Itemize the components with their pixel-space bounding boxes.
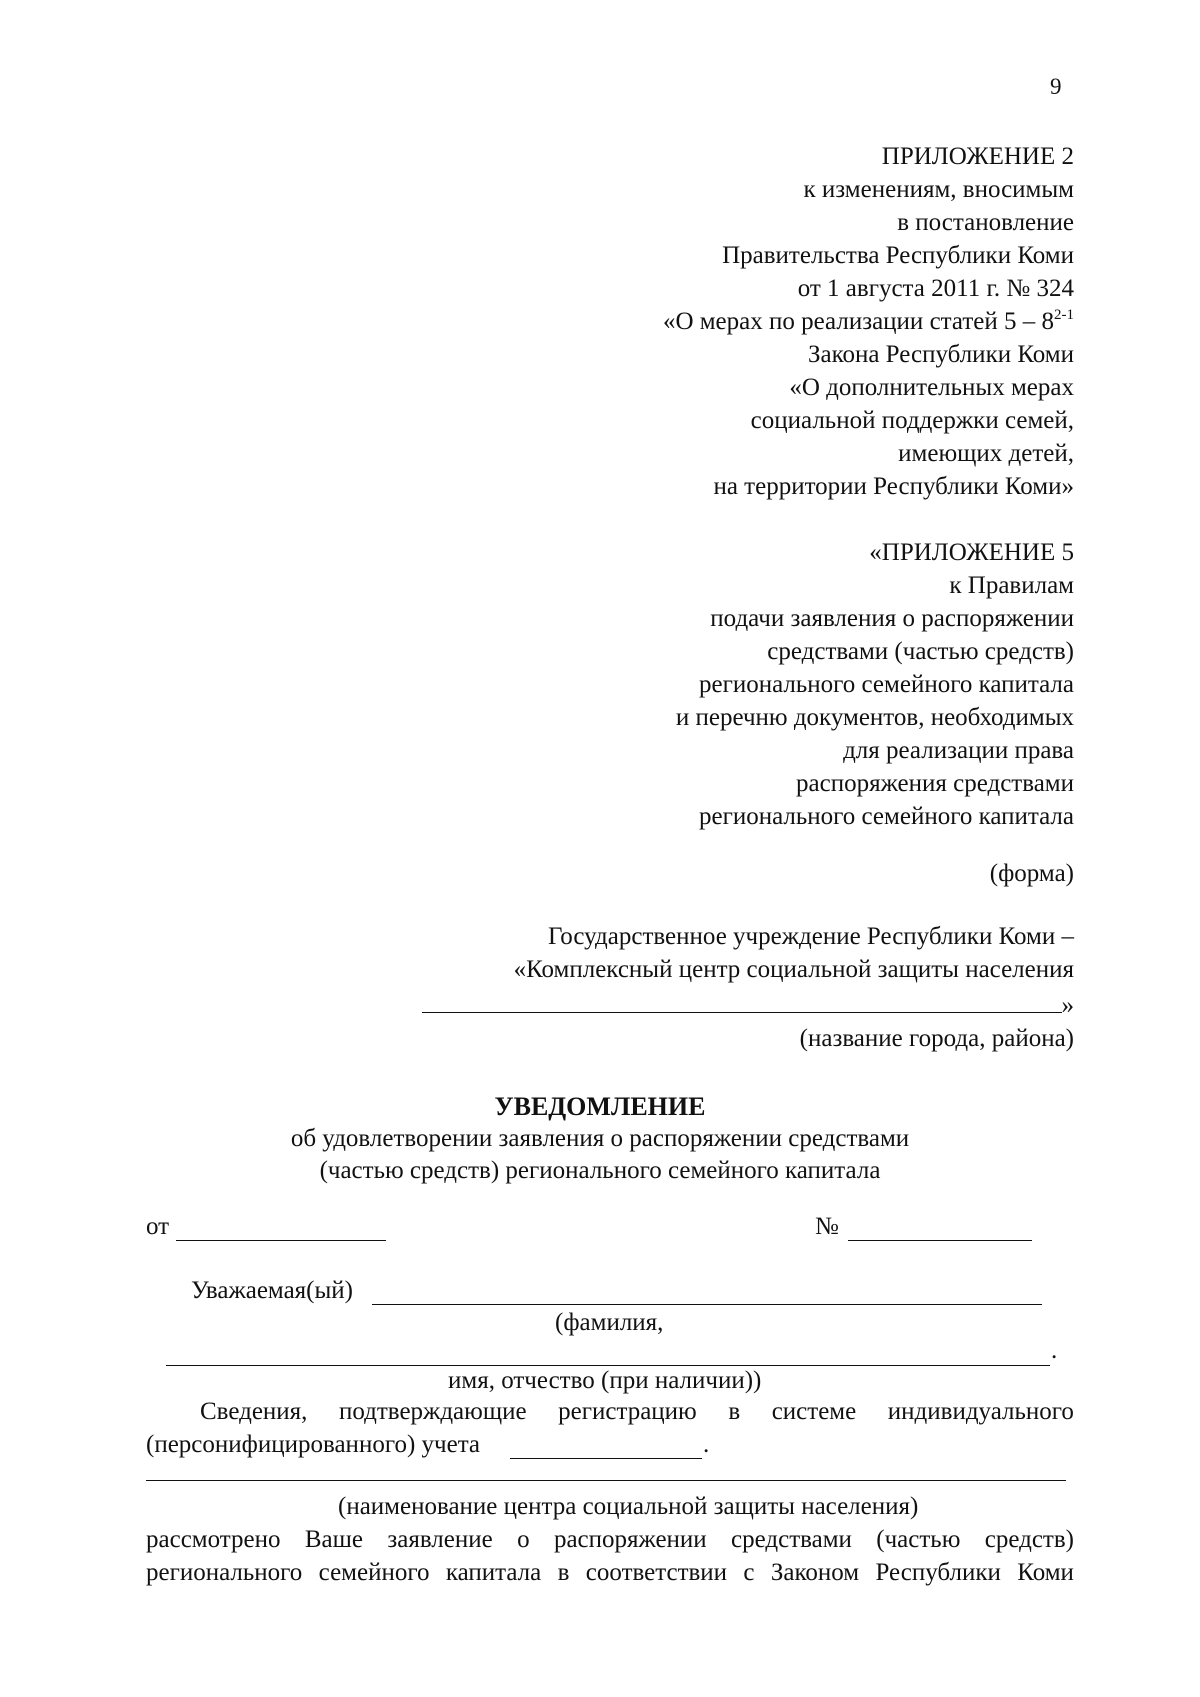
institution-line-2: «Комплексный центр социальной защиты населения — [513, 956, 1074, 983]
word: средств) — [984, 1526, 1074, 1553]
word: Ваше — [304, 1526, 363, 1553]
appendix-2-line: в постановление — [897, 209, 1074, 236]
appendix-5-line: «ПРИЛОЖЕНИЕ 5 — [869, 539, 1074, 566]
word: системе — [771, 1398, 857, 1425]
name-caption: имя, отчество (при наличии)) — [448, 1367, 762, 1394]
notice-subtitle-1: об удовлетворении заявления о распоряжении средствами — [290, 1125, 910, 1152]
surname-blank[interactable] — [372, 1278, 1042, 1305]
word: в — [728, 1398, 741, 1425]
name-period: . — [1051, 1337, 1058, 1364]
city-district-blank[interactable] — [422, 986, 1062, 1013]
form-label: (форма) — [989, 860, 1074, 887]
word: рассмотрено — [146, 1526, 281, 1553]
appendix-5-line: регионального семейного капитала — [698, 671, 1074, 698]
appendix-5-line: распоряжения средствами — [796, 770, 1074, 797]
word: о — [517, 1526, 530, 1553]
institution-block — [422, 920, 1075, 1055]
center-caption: (наименование центра социальной защиты населения) — [338, 1493, 919, 1520]
superscript: 2-1 — [1054, 307, 1074, 323]
appendix-5-line: к Правилам — [949, 572, 1074, 599]
word: подтверждающие — [339, 1398, 527, 1425]
notice-subtitle-2: (частью средств) регионального семейного капитала — [319, 1157, 881, 1184]
appendix-2-line-with-sup — [663, 305, 1074, 338]
appendix-2-line: к изменениям, вносимым — [803, 176, 1074, 203]
word: Сведения, — [200, 1398, 308, 1425]
word: капитала — [445, 1559, 542, 1586]
appendix-5-line: и перечню документов, необходимых — [675, 704, 1074, 731]
appendix-2-line: «О дополнительных мерах — [789, 374, 1074, 401]
institution-blank-row — [422, 986, 1075, 1022]
appendix-2-line: ПРИЛОЖЕНИЕ 2 — [881, 143, 1074, 170]
appendix-2-line: от 1 августа 2011 г. № 324 — [797, 275, 1074, 302]
appendix-2-line: на территории Республики Коми» — [713, 473, 1074, 500]
number-blank[interactable] — [848, 1214, 1032, 1241]
appendix-2-line: имеющих детей, — [898, 440, 1074, 467]
institution-line-1: Государственное учреждение Республики Коми – — [547, 923, 1074, 950]
registration-line-1 — [200, 1398, 1074, 1426]
appendix-5-line: регионального семейного капитала — [698, 803, 1074, 830]
appendix-2-line: социальной поддержки семей, — [750, 407, 1074, 434]
date-blank[interactable] — [176, 1214, 386, 1241]
word: Коми — [1017, 1559, 1074, 1586]
word: в — [557, 1559, 570, 1586]
name-blank[interactable] — [166, 1339, 1050, 1366]
word: средствами — [731, 1526, 852, 1553]
date-label: от — [146, 1213, 170, 1240]
appendix-2-header — [663, 140, 1074, 503]
word: с — [743, 1559, 755, 1586]
notice-title: УВЕДОМЛЕНИЕ — [494, 1092, 706, 1121]
appendix-2-line: Правительства Республики Коми — [722, 242, 1074, 269]
body-line-2 — [146, 1559, 1074, 1587]
word: регистрацию — [558, 1398, 697, 1425]
appendix-2-line: Закона Республики Коми — [807, 341, 1074, 368]
surname-caption: (фамилия, — [555, 1309, 664, 1336]
page-number: 9 — [1050, 74, 1062, 99]
appendix-5-line: подачи заявления о распоряжении — [710, 605, 1074, 632]
registration-line-2: (персонифицированного) учета — [146, 1431, 481, 1458]
word: распоряжении — [553, 1526, 707, 1553]
center-name-blank[interactable] — [146, 1454, 1066, 1481]
number-label: № — [815, 1213, 839, 1240]
appendix-5-line: для реализации права — [843, 737, 1074, 764]
appendix-2-line: «О мерах по реализации статей 5 – 8 — [662, 308, 1054, 335]
word: индивидуального — [887, 1398, 1074, 1425]
appendix-5-header — [676, 536, 1074, 833]
city-district-caption: (название города, района) — [799, 1025, 1074, 1052]
word: регионального — [146, 1559, 303, 1586]
appendix-5-line: средствами (частью средств) — [767, 638, 1074, 665]
word: Республики — [875, 1559, 1001, 1586]
snils-period: . — [703, 1431, 710, 1458]
greeting-label: Уважаемая(ый) — [191, 1277, 353, 1304]
word: семейного — [318, 1559, 430, 1586]
word: соответствии — [585, 1559, 728, 1586]
word: (частью — [876, 1526, 961, 1553]
closing-quote: » — [1061, 992, 1074, 1019]
word: заявление — [387, 1526, 493, 1553]
body-line-1 — [146, 1526, 1074, 1554]
word: Законом — [770, 1559, 860, 1586]
